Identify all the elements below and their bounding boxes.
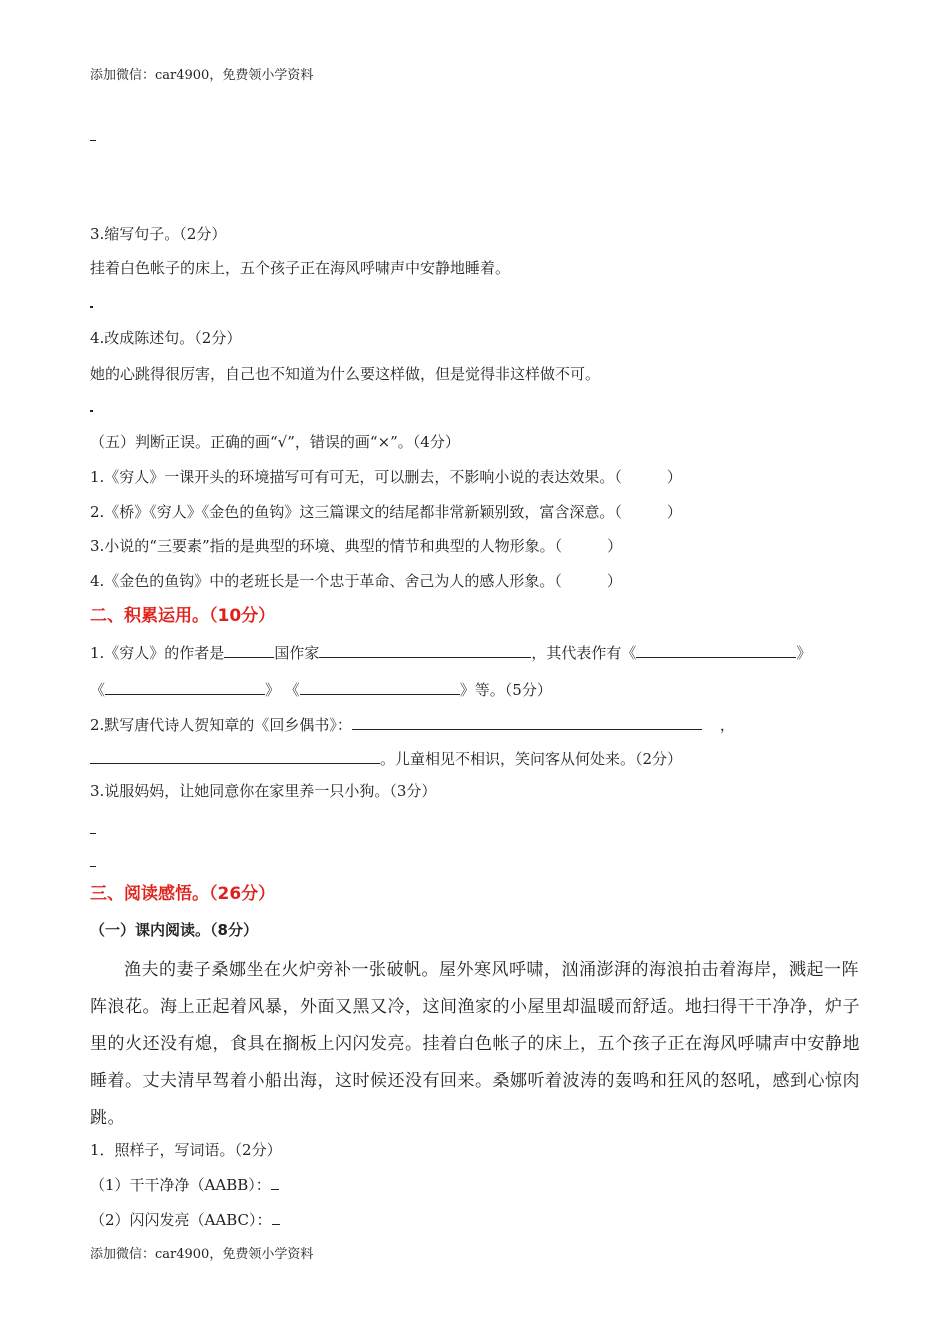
- judge-item: 2.《桥》《穷人》《金色的鱼钩》这三篇课文的结尾都非常新颖别致，富含深意。（ ）: [90, 503, 682, 521]
- part3-q1: 1．照样子，写词语。（2分）: [90, 1141, 282, 1159]
- q1-text-g: 》等。（5分）: [459, 681, 552, 699]
- q1-text-d: 》: [796, 644, 812, 662]
- part2-q3: 3.说服妈妈，让她同意你在家里养一只小狗。（3分）: [90, 782, 437, 800]
- q2-text-b: ，: [719, 716, 735, 734]
- part2-q1-line1: [90, 641, 811, 663]
- part2-q2-line2: [90, 747, 682, 769]
- q4-title: 4.改成陈述句。（2分）: [90, 329, 242, 347]
- part2-q1-line2: [90, 678, 552, 700]
- answer-blank[interactable]: [90, 410, 93, 412]
- q1-text-a: 1.《穷人》的作者是: [90, 644, 225, 662]
- part2-q2-line1: [90, 713, 735, 735]
- answer-blank[interactable]: [90, 833, 96, 834]
- q3-title: 3.缩写句子。（2分）: [90, 225, 227, 243]
- part3-q1-2: [90, 1210, 280, 1230]
- q3-sentence: 挂着白色帐子的床上，五个孩子正在海风呼啸声中安静地睡着。: [90, 259, 511, 277]
- part3-sub1: （一）课内阅读。（8分）: [90, 921, 258, 939]
- answer-blank[interactable]: [90, 866, 96, 867]
- blank-country[interactable]: [224, 641, 274, 658]
- part3-q1-1: [90, 1175, 279, 1195]
- answer-blank[interactable]: [90, 306, 93, 308]
- part2-title: 二、积累运用。（10分）: [90, 606, 276, 626]
- blank-work-1[interactable]: [636, 641, 796, 658]
- q1-text-c: ，其代表作有《: [531, 644, 637, 662]
- q2-text-a: 2.默写唐代诗人贺知章的《回乡偶书》：: [90, 716, 352, 734]
- answer-blank[interactable]: [90, 140, 96, 141]
- q1-1-text: （1）干干净净（AABB）：: [90, 1176, 271, 1194]
- q1-2-text: （2）闪闪发亮（AABC）：: [90, 1211, 272, 1229]
- section5-title: （五）判断正误。正确的画“√”，错误的画“×”。（4分）: [90, 433, 460, 451]
- q2-text-c: 。儿童相见不相识，笑问客从何处来。（2分）: [380, 750, 683, 768]
- blank-work-3[interactable]: [300, 678, 460, 695]
- judge-item: 1.《穷人》一课开头的环境描写可有可无，可以删去，不影响小说的表达效果。（ ）: [90, 468, 682, 486]
- q1-text-e: 《: [90, 681, 106, 699]
- blank-aabc[interactable]: [272, 1210, 280, 1225]
- q1-text-b: 国作家: [274, 644, 320, 662]
- blank-poem-2[interactable]: [90, 747, 380, 764]
- reading-passage: 渔夫的妻子桑娜坐在火炉旁补一张破帆。屋外寒风呼啸，汹涌澎湃的海浪拍击着海岸，溅起一阵阵浪花。海上正起着风暴，外面又黑又冷，这间渔家的小屋里却温暖而舒适。地扫得干干净净，炉子里的火还没有熄，食具在搁板上闪闪发亮。挂着白色帐子的床上，五个孩子正在海风呼啸声中安静地睡着。丈夫清早驾着小船出海，这时候还没有回来。桑娜听着波涛的轰鸣和狂风的怒吼，感到心惊肉跳。: [90, 960, 860, 1128]
- q1-text-f: 》 《: [265, 681, 300, 699]
- part3-title: 三、阅读感悟。（26分）: [90, 884, 276, 904]
- blank-author[interactable]: [319, 641, 531, 658]
- q4-sentence: 她的心跳得很厉害，自己也不知道为什么要这样做，但是觉得非这样做不可。: [90, 365, 601, 383]
- blank-work-2[interactable]: [105, 678, 265, 695]
- blank-aabb[interactable]: [271, 1175, 279, 1190]
- blank-poem-1[interactable]: [352, 713, 702, 730]
- judge-item: 3.小说的“三要素”指的是典型的环境、典型的情节和典型的人物形象。（ ）: [90, 537, 623, 555]
- footer-note: 添加微信：car4900，免费领小学资料: [90, 1247, 314, 1262]
- header-note: 添加微信：car4900，免费领小学资料: [90, 68, 314, 83]
- judge-item: 4.《金色的鱼钩》中的老班长是一个忠于革命、舍己为人的感人形象。（ ）: [90, 572, 622, 590]
